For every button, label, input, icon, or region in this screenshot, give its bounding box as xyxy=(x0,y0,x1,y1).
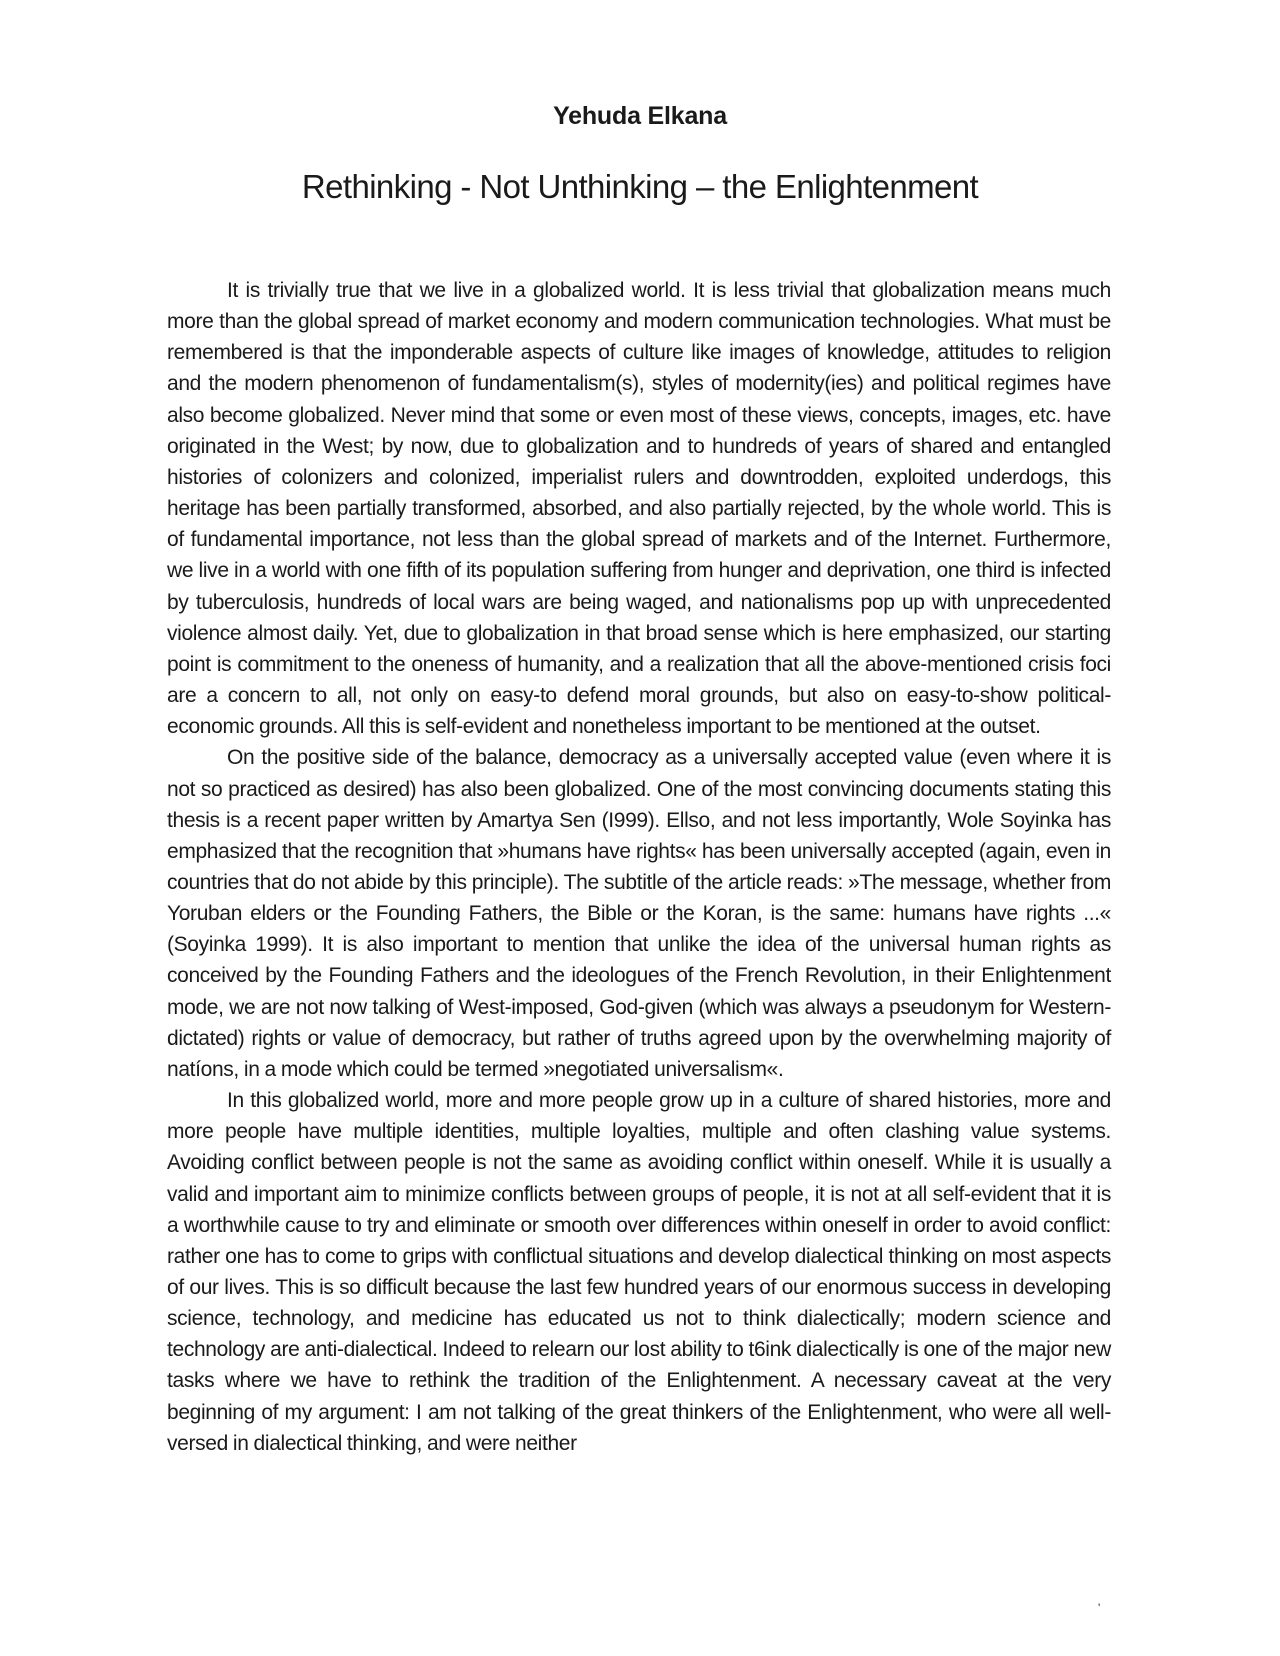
article-title: Rethinking - Not Unthinking – the Enlightenment xyxy=(301,168,979,205)
body-paragraph: On the positive side of the balance, democracy as a universally accepted value (even where it is not so practiced as desired) has also been globalized. One of the most convincing documents stating this thesis is a recent paper written by Amartya Sen (I999). Ellso, and not less importantly, Wole Soyinka has emphasized that the recognition that »humans have rights« has been universally accepted (again, even in countries that do not abide by this principle). The subtitle of the article reads: »The message, whether from Yoruban elders or the Founding Fathers, the Bible or the Koran, is the same: humans have rights ...« (Soyinka 1999). It is also important to mention that unlike the idea of the universal human rights as conceived by the Founding Fathers and the ideologues of the French Revolution, in their Enlightenment mode, we are not now talking of West-imposed, God-given (which was always a pseudonym for Western-dictated) rights or value of democracy, but rather of truths agreed upon by the overwhelming majority of natíons, in a mode which could be termed »negotiated universalism«. xyxy=(167,746,1111,1081)
author-name: Yehuda Elkana xyxy=(553,102,727,130)
body-paragraph: It is trivially true that we live in a globalized world. It is less trivial that globalization means much more than the global spread of market economy and modern communication technologies. What must be remembered is that the imponderable aspects of culture like images of knowledge, attitudes to religion and the modern phenomenon of fundamentalism(s), styles of modernity(ies) and political regimes have also become globalized. Never mind that some or even most of these views, concepts, images, etc. have originated in the West; by now, due to globalization and to hundreds of years of shared and entangled histories of colonizers and colonized, imperialist rulers and downtrodden, exploited underdogs, this heritage has been partially transformed, absorbed, and also partially rejected, by the whole world. This is of fundamental importance, not less than the global spread of markets and of the Internet. Furthermore, we live in a world with one fifth of its population suffering from hunger and deprivation, one third is infected by tuberculosis, hundreds of local wars are being waged, and nationalisms pop up with unprecedented violence almost daily. Yet, due to globalization in that broad sense which is here emphasized, our starting point is commitment to the oneness of humanity, and a realization that all the above-mentioned crisis foci are a concern to all, not only on easy-to defend moral grounds, but also on easy-to-show political-economic grounds. All this is self-evident and nonetheless important to be mentioned at the outset. xyxy=(167,279,1111,739)
body-paragraph: In this globalized world, more and more people grow up in a culture of shared histories, more and more people have multiple identities, multiple loyalties, multiple and often clashing value systems. Avoiding conflict between people is not the same as avoiding conflict within oneself. While it is usually a valid and important aim to minimize conflicts between groups of people, it is not at all self-evident that it is a worthwhile cause to try and eliminate or smooth over differences within oneself in order to avoid conflict: rather one has to come to grips with conflictual situations and develop dialectical thinking on most aspects of our lives. This is so difficult because the last few hundred years of our enormous success in developing science, technology, and medicine has educated us not to think dialectically; modern science and technology are anti-dialectical. Indeed to relearn our lost ability to t6ink dialectically is one of the major new tasks where we have to rethink the tradition of the Enlightenment. A necessary caveat at the very beginning of my argument: I am not talking of the great thinkers of the Enlightenment, who were all well-versed in dialectical thinking, and were neither xyxy=(167,1089,1111,1455)
page-mark: ' xyxy=(1098,1601,1101,1615)
article-body xyxy=(167,275,1111,1459)
